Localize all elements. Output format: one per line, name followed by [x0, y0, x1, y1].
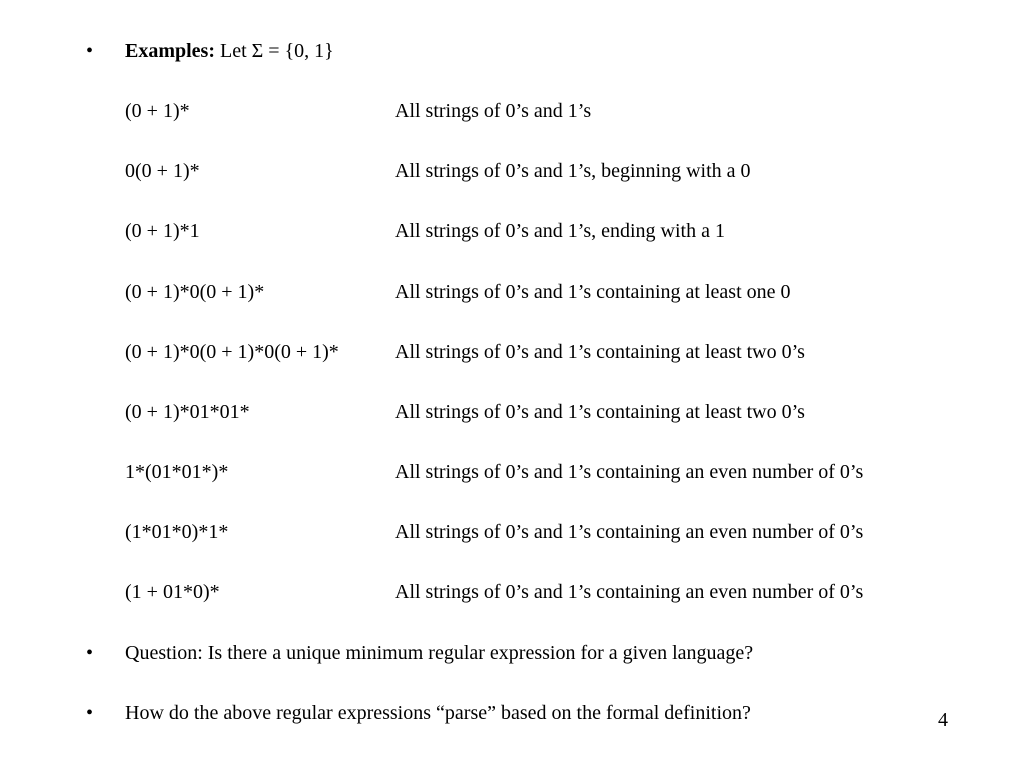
regex-description: All strings of 0’s and 1’s containing an even number of 0’s: [395, 581, 864, 603]
regex-description: All strings of 0’s and 1’s, ending with a 1: [395, 220, 725, 242]
regex-description: All strings of 0’s and 1’s containing an even number of 0’s: [395, 461, 864, 483]
regex-description: All strings of 0’s and 1’s containing at least two 0’s: [395, 341, 805, 363]
examples-label: Examples:: [125, 40, 215, 62]
example-row: [0, 339, 1024, 365]
regex-expression: (0 + 1)*01*01*: [125, 401, 250, 423]
regex-expression: (1*01*0)*1*: [125, 521, 229, 543]
example-row: [0, 98, 1024, 124]
regex-description: All strings of 0’s and 1’s containing at least two 0’s: [395, 401, 805, 423]
page-number: 4: [938, 709, 948, 731]
bullet-marker: •: [86, 642, 94, 664]
regex-expression: (0 + 1)*0(0 + 1)*0(0 + 1)*: [125, 341, 339, 363]
example-row: [0, 579, 1024, 605]
bullet-parse-question: [0, 700, 1024, 726]
alphabet-definition: Let Σ = {0, 1}: [215, 40, 334, 62]
regex-expression: (0 + 1)*1: [125, 220, 200, 242]
example-row: [0, 279, 1024, 305]
bullet-marker: •: [86, 40, 94, 62]
bullet-question: [0, 640, 1024, 666]
regex-expression: (1 + 01*0)*: [125, 581, 220, 603]
bullet-text: [125, 38, 334, 64]
example-row: [0, 158, 1024, 184]
example-row: [0, 399, 1024, 425]
example-row: [0, 459, 1024, 485]
bullet-examples: [0, 38, 1024, 64]
example-row: [0, 218, 1024, 244]
bullet-text: How do the above regular expressions “parse” based on the formal definition?: [125, 702, 751, 724]
regex-expression: 0(0 + 1)*: [125, 160, 200, 182]
bullet-text: Question: Is there a unique minimum regular expression for a given language?: [125, 642, 754, 664]
regex-expression: (0 + 1)*0(0 + 1)*: [125, 281, 265, 303]
regex-description: All strings of 0’s and 1’s containing at least one 0: [395, 281, 791, 303]
regex-description: All strings of 0’s and 1’s, beginning with a 0: [395, 160, 751, 182]
regex-description: All strings of 0’s and 1’s: [395, 100, 592, 122]
regex-expression: 1*(01*01*)*: [125, 461, 229, 483]
regex-expression: (0 + 1)*: [125, 100, 190, 122]
regex-description: All strings of 0’s and 1’s containing an even number of 0’s: [395, 521, 864, 543]
example-row: [0, 519, 1024, 545]
bullet-marker: •: [86, 702, 94, 724]
